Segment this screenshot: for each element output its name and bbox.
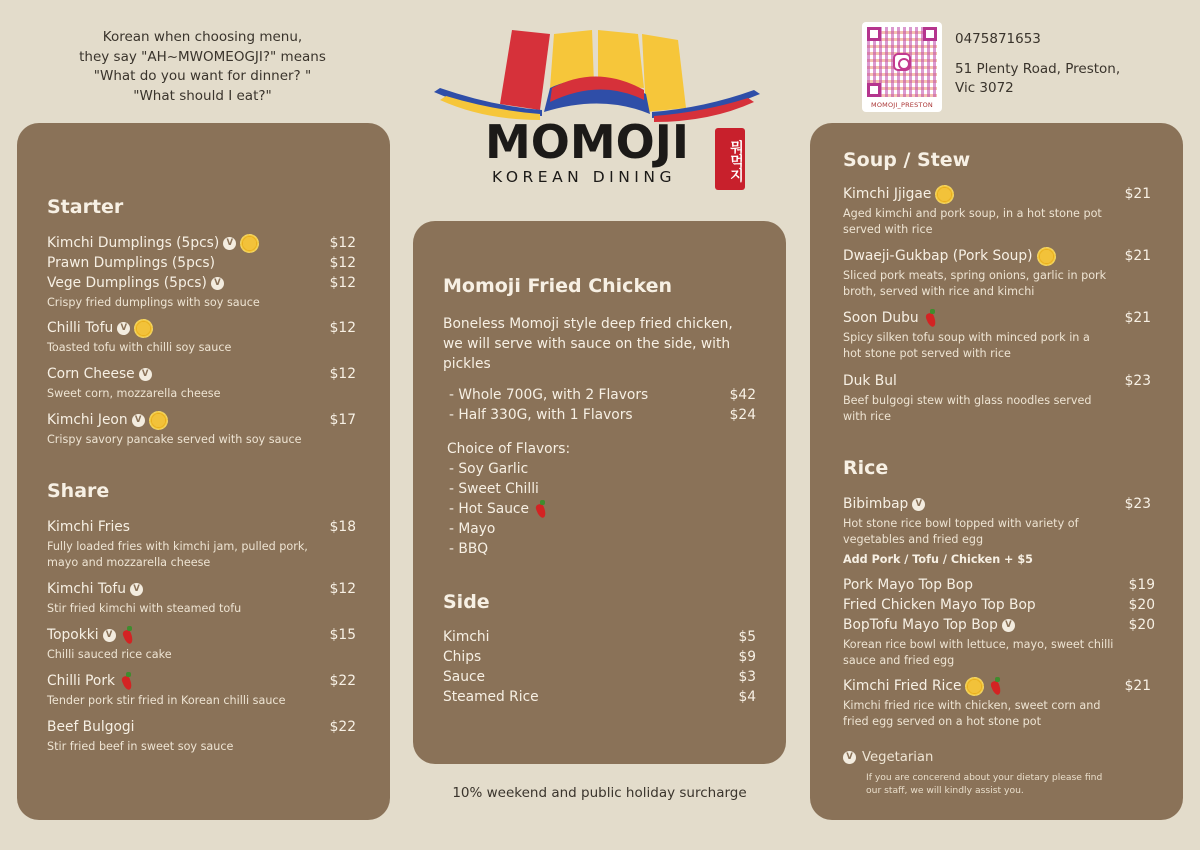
item-row bbox=[843, 184, 1151, 204]
item-price: $12 bbox=[329, 320, 356, 336]
item-price: $12 bbox=[329, 366, 356, 382]
qr-label: MOMOJI_PRESTON bbox=[871, 101, 933, 109]
item-price: $12 bbox=[329, 255, 356, 271]
item-row bbox=[47, 579, 356, 599]
item-row bbox=[47, 517, 356, 537]
item-description-line: broth, served with rice and kimchi bbox=[843, 285, 1035, 298]
item-description-line: fried egg served on a hot stone pot bbox=[843, 715, 1042, 728]
recommended-icon bbox=[1037, 247, 1056, 266]
item-description-line: served with rice bbox=[843, 223, 933, 236]
menu-item bbox=[843, 246, 1151, 300]
menu-panel-right bbox=[810, 123, 1183, 820]
chicken-description bbox=[443, 314, 763, 374]
intro-line: "What do you want for dinner? " bbox=[93, 68, 312, 84]
chili-pepper-icon bbox=[533, 500, 549, 518]
item-name bbox=[47, 319, 153, 338]
section-title-soup: Soup / Stew bbox=[843, 149, 971, 171]
flavor-list bbox=[449, 459, 549, 559]
item-price: $21 bbox=[1124, 186, 1151, 202]
chili-pepper-icon bbox=[120, 626, 136, 644]
chicken-option-half bbox=[449, 407, 756, 423]
menu-item bbox=[843, 184, 1151, 238]
flavor-item: - Mayo bbox=[449, 521, 496, 537]
surcharge-note: 10% weekend and public holiday surcharge bbox=[452, 785, 747, 801]
instagram-qr-code[interactable] bbox=[862, 22, 942, 112]
flavor-item: - Soy Garlic bbox=[449, 461, 529, 477]
vegetarian-icon: V bbox=[843, 751, 856, 764]
item-name-text: Kimchi Fried Rice bbox=[843, 678, 962, 694]
menu-item bbox=[843, 308, 1151, 362]
item-name: Kimchi bbox=[443, 629, 490, 645]
section-title-share: Share bbox=[47, 480, 110, 502]
item-price: $21 bbox=[1124, 678, 1151, 694]
item-description bbox=[47, 539, 356, 571]
qr-corner-marker bbox=[867, 27, 881, 41]
dietary-note bbox=[866, 771, 1126, 797]
item-row bbox=[47, 625, 356, 645]
brand-subtitle: KOREAN DINING bbox=[492, 168, 676, 186]
item-price: $21 bbox=[1124, 310, 1151, 326]
item-description-line: Spicy silken tofu soup with minced pork in a bbox=[843, 331, 1090, 344]
item-description-line: mayo and mozzarella cheese bbox=[47, 556, 211, 569]
item-description bbox=[843, 330, 1151, 362]
qr-corner-marker bbox=[923, 27, 937, 41]
item-price: $23 bbox=[1124, 496, 1151, 512]
item-description bbox=[843, 516, 1151, 548]
phone-number[interactable]: 0475871653 bbox=[955, 31, 1041, 47]
qr-corner-marker bbox=[867, 83, 881, 97]
dietary-note-line: our staff, we will kindly assist you. bbox=[866, 785, 1024, 796]
item-name bbox=[47, 411, 168, 430]
item-description: Toasted tofu with chilli soy sauce bbox=[47, 341, 232, 354]
item-row bbox=[843, 575, 1155, 595]
item-name-text: BopTofu Mayo Top Bop bbox=[843, 617, 998, 633]
item-name-text: Bibimbap bbox=[843, 496, 909, 512]
item-description bbox=[843, 393, 1151, 425]
description-line: pickles bbox=[443, 356, 491, 372]
vegetarian-icon: V bbox=[1002, 619, 1015, 632]
item-price: $5 bbox=[738, 629, 756, 645]
item-row bbox=[843, 246, 1151, 266]
item-name bbox=[47, 234, 259, 253]
item-row bbox=[843, 494, 1151, 514]
item-description-line: vegetables and fried egg bbox=[843, 533, 984, 546]
menu-item bbox=[47, 671, 356, 709]
intro-line: Korean when choosing menu, bbox=[102, 29, 303, 45]
item-description bbox=[843, 698, 1151, 730]
item-price: $20 bbox=[1128, 617, 1155, 633]
item-price: $23 bbox=[1124, 373, 1151, 389]
vegetarian-legend bbox=[843, 750, 933, 765]
section-title-rice: Rice bbox=[843, 457, 889, 479]
menu-item bbox=[843, 676, 1151, 730]
item-description-line: Hot stone rice bowl topped with variety of bbox=[843, 517, 1079, 530]
item-description-line: Beef bulgogi stew with glass noodles served bbox=[843, 394, 1092, 407]
side-item bbox=[443, 669, 756, 685]
item-description-line: with rice bbox=[843, 410, 892, 423]
menu-item bbox=[843, 575, 1155, 669]
item-description: Stir fried kimchi with steamed tofu bbox=[47, 602, 242, 615]
dietary-note-line: If you are concerend about your dietary please find bbox=[866, 772, 1103, 783]
item-name-text: Corn Cheese bbox=[47, 366, 135, 382]
menu-panel-left bbox=[17, 123, 390, 820]
vegetarian-icon: V bbox=[132, 414, 145, 427]
item-name: Prawn Dumplings (5pcs) bbox=[47, 255, 216, 271]
recommended-icon bbox=[965, 677, 984, 696]
option-name: - Half 330G, with 1 Flavors bbox=[449, 407, 633, 423]
item-name bbox=[47, 672, 135, 690]
menu-item bbox=[47, 364, 356, 402]
menu-item bbox=[47, 410, 356, 448]
item-price: $15 bbox=[329, 627, 356, 643]
menu-item bbox=[843, 371, 1151, 425]
chili-pepper-icon bbox=[988, 677, 1004, 695]
item-name-text: Soon Dubu bbox=[843, 310, 919, 326]
flavor-item bbox=[449, 499, 549, 519]
item-row bbox=[843, 308, 1151, 328]
item-name-text: Kimchi Jeon bbox=[47, 412, 128, 428]
item-name-text: Kimchi Tofu bbox=[47, 581, 126, 597]
item-description-line: Sliced pork meats, spring onions, garlic in pork bbox=[843, 269, 1107, 282]
vegetarian-icon: V bbox=[103, 629, 116, 642]
section-title-starter: Starter bbox=[47, 196, 124, 218]
item-row bbox=[843, 615, 1155, 635]
item-row bbox=[843, 371, 1151, 391]
chicken-option-whole bbox=[449, 387, 756, 403]
item-name: Duk Bul bbox=[843, 373, 897, 389]
item-name bbox=[843, 496, 925, 512]
item-row bbox=[47, 671, 356, 691]
menu-item bbox=[47, 717, 356, 755]
item-row bbox=[47, 410, 356, 430]
item-description: Crispy fried dumplings with soy sauce bbox=[47, 296, 260, 309]
item-row bbox=[843, 676, 1151, 696]
item-row bbox=[47, 318, 356, 338]
vegetarian-icon: V bbox=[139, 368, 152, 381]
item-description: Sweet corn, mozzarella cheese bbox=[47, 387, 221, 400]
brand-name: MOMOJI bbox=[485, 115, 689, 169]
recommended-icon bbox=[240, 234, 259, 253]
menu-panel-middle bbox=[413, 221, 786, 764]
item-description-line: Fully loaded fries with kimchi jam, pulled pork, bbox=[47, 540, 308, 553]
item-price: $9 bbox=[738, 649, 756, 665]
item-name-text: Chilli Tofu bbox=[47, 320, 114, 336]
menu-item bbox=[843, 494, 1151, 548]
item-name-text: Kimchi Dumplings (5pcs) bbox=[47, 235, 220, 251]
item-price: $12 bbox=[329, 275, 356, 291]
item-price: $4 bbox=[738, 689, 756, 705]
item-description-line: Korean rice bowl with lettuce, mayo, sweet chilli bbox=[843, 638, 1114, 651]
item-price: $17 bbox=[329, 412, 356, 428]
item-row bbox=[843, 595, 1155, 615]
item-description: Chilli sauced rice cake bbox=[47, 648, 172, 661]
item-price: $19 bbox=[1128, 577, 1155, 593]
item-name bbox=[47, 581, 143, 597]
flavor-item-text: - Hot Sauce bbox=[449, 501, 530, 517]
menu-item bbox=[47, 579, 356, 617]
item-description-line: Aged kimchi and pork soup, in a hot stone pot bbox=[843, 207, 1102, 220]
item-description-line: hot stone pot served with rice bbox=[843, 347, 1011, 360]
recommended-icon bbox=[935, 185, 954, 204]
item-description-line: Kimchi fried rice with chicken, sweet corn and bbox=[843, 699, 1101, 712]
menu-item bbox=[47, 517, 356, 571]
item-row bbox=[47, 253, 356, 273]
menu-item bbox=[47, 625, 356, 663]
item-name: Beef Bulgogi bbox=[47, 719, 135, 735]
item-name: Steamed Rice bbox=[443, 689, 539, 705]
menu-item bbox=[47, 233, 356, 311]
item-row bbox=[47, 273, 356, 293]
item-name bbox=[843, 309, 939, 327]
item-name bbox=[843, 617, 1015, 633]
item-row bbox=[47, 233, 356, 253]
item-price: $22 bbox=[329, 719, 356, 735]
address-line: 51 Plenty Road, Preston, bbox=[955, 61, 1121, 77]
legend-label: Vegetarian bbox=[862, 750, 934, 765]
chili-pepper-icon bbox=[923, 309, 939, 327]
item-name-text: Vege Dumplings (5pcs) bbox=[47, 275, 207, 291]
side-item bbox=[443, 629, 756, 645]
side-item bbox=[443, 649, 756, 665]
flavor-item: - Sweet Chilli bbox=[449, 481, 539, 497]
item-price: $12 bbox=[329, 235, 356, 251]
description-line: Boneless Momoji style deep fried chicken, bbox=[443, 316, 733, 332]
item-name-text: Dwaeji-Gukbap (Pork Soup) bbox=[843, 248, 1033, 264]
item-description bbox=[843, 637, 1155, 669]
item-name bbox=[843, 185, 954, 204]
option-price: $24 bbox=[729, 407, 756, 423]
vegetarian-icon: V bbox=[117, 322, 130, 335]
item-description bbox=[843, 206, 1151, 238]
item-description: Stir fried beef in sweet soy sauce bbox=[47, 740, 234, 753]
item-name: Chips bbox=[443, 649, 482, 665]
item-name bbox=[47, 275, 224, 291]
item-price: $22 bbox=[329, 673, 356, 689]
vegetarian-icon: V bbox=[130, 583, 143, 596]
item-name-text: Kimchi Jjigae bbox=[843, 186, 932, 202]
item-description: Crispy savory pancake served with soy sauce bbox=[47, 433, 302, 446]
item-name: Sauce bbox=[443, 669, 486, 685]
item-description: Tender pork stir fried in Korean chilli sauce bbox=[47, 694, 286, 707]
item-name: Pork Mayo Top Bop bbox=[843, 577, 973, 593]
instagram-icon bbox=[893, 53, 911, 71]
flavors-title: Choice of Flavors: bbox=[447, 441, 571, 457]
item-description bbox=[843, 268, 1151, 300]
item-name-text: Chilli Pork bbox=[47, 673, 116, 689]
item-name: Kimchi Fries bbox=[47, 519, 130, 535]
vegetarian-icon: V bbox=[211, 277, 224, 290]
chili-pepper-icon bbox=[119, 672, 135, 690]
item-name: Fried Chicken Mayo Top Bop bbox=[843, 597, 1036, 613]
description-line: we will serve with sauce on the side, with bbox=[443, 336, 731, 352]
option-price: $42 bbox=[729, 387, 756, 403]
vegetarian-icon: V bbox=[223, 237, 236, 250]
side-item bbox=[443, 689, 756, 705]
item-name bbox=[843, 677, 1004, 696]
addon-note: Add Pork / Tofu / Chicken + $5 bbox=[843, 553, 1033, 566]
menu-item bbox=[47, 318, 356, 356]
brand-korean-stamp: 뭐먹지 bbox=[715, 128, 745, 190]
item-name bbox=[47, 626, 136, 644]
item-price: $18 bbox=[329, 519, 356, 535]
contact-info bbox=[955, 30, 1120, 98]
flavor-item: - BBQ bbox=[449, 541, 489, 557]
item-row bbox=[47, 717, 356, 737]
item-name bbox=[843, 247, 1056, 266]
intro-line: they say "AH~MWOMEOGJI?" means bbox=[79, 48, 326, 65]
intro-line: "What should I eat?" bbox=[133, 87, 272, 104]
item-name-text: Topokki bbox=[47, 627, 99, 643]
option-name: - Whole 700G, with 2 Flavors bbox=[449, 387, 649, 403]
item-price: $3 bbox=[738, 669, 756, 685]
item-name bbox=[47, 366, 152, 382]
section-title-side: Side bbox=[443, 591, 490, 613]
intro-text bbox=[60, 28, 345, 106]
item-price: $12 bbox=[329, 581, 356, 597]
recommended-icon bbox=[149, 411, 168, 430]
item-row bbox=[47, 364, 356, 384]
qr-pattern bbox=[867, 27, 937, 97]
item-price: $20 bbox=[1128, 597, 1155, 613]
item-description-line: sauce and fried egg bbox=[843, 654, 955, 667]
item-price: $21 bbox=[1124, 248, 1151, 264]
recommended-icon bbox=[134, 319, 153, 338]
vegetarian-icon: V bbox=[912, 498, 925, 511]
address-line: Vic 3072 bbox=[955, 80, 1014, 96]
section-title-fried-chicken: Momoji Fried Chicken bbox=[443, 275, 672, 297]
